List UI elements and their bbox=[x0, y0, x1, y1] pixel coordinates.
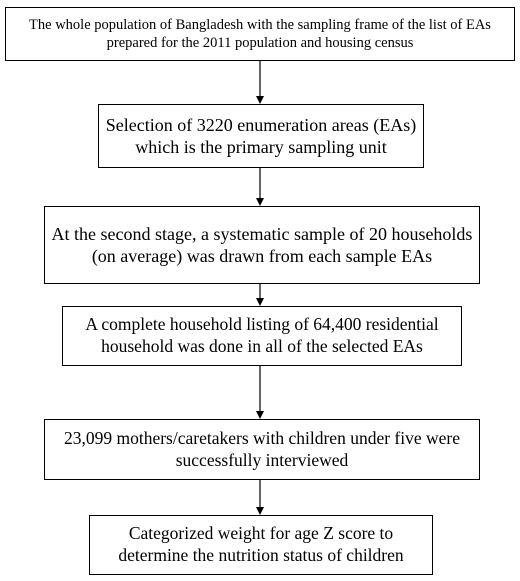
flow-step-3-text: At the second stage, a systematic sample of 20 households (on average) was drawn from each sample EAs bbox=[51, 223, 473, 266]
flow-step-5-text: 23,099 mothers/caretakers with children under five were successfully interviewed bbox=[63, 427, 461, 470]
arrow-2-to-3 bbox=[256, 168, 264, 206]
flow-step-6-box bbox=[89, 515, 433, 575]
flow-step-6-text: Categorized weight for age Z score to determine the nutrition status of children bbox=[118, 523, 404, 565]
flow-step-1-text: The whole population of Bangladesh with the sampling frame of the list of EAs prepared for the 2011 population and housing census bbox=[29, 16, 491, 51]
flow-step-2-text: Selection of 3220 enumeration areas (EAs) which is the primary sampling unit bbox=[105, 114, 417, 157]
arrow-5-to-6 bbox=[256, 480, 264, 515]
flow-step-4-text: A complete household listing of 64,400 residential household was done in all of the selected EAs bbox=[85, 314, 439, 356]
flow-step-5-box bbox=[44, 419, 480, 480]
flow-step-1-box bbox=[5, 7, 515, 61]
flow-step-4-box bbox=[62, 306, 462, 366]
flow-step-2-box bbox=[98, 104, 424, 168]
flow-step-3-box bbox=[44, 206, 480, 284]
arrow-3-to-4 bbox=[256, 284, 264, 306]
arrow-4-to-5 bbox=[256, 366, 264, 419]
arrow-1-to-2 bbox=[256, 61, 264, 104]
